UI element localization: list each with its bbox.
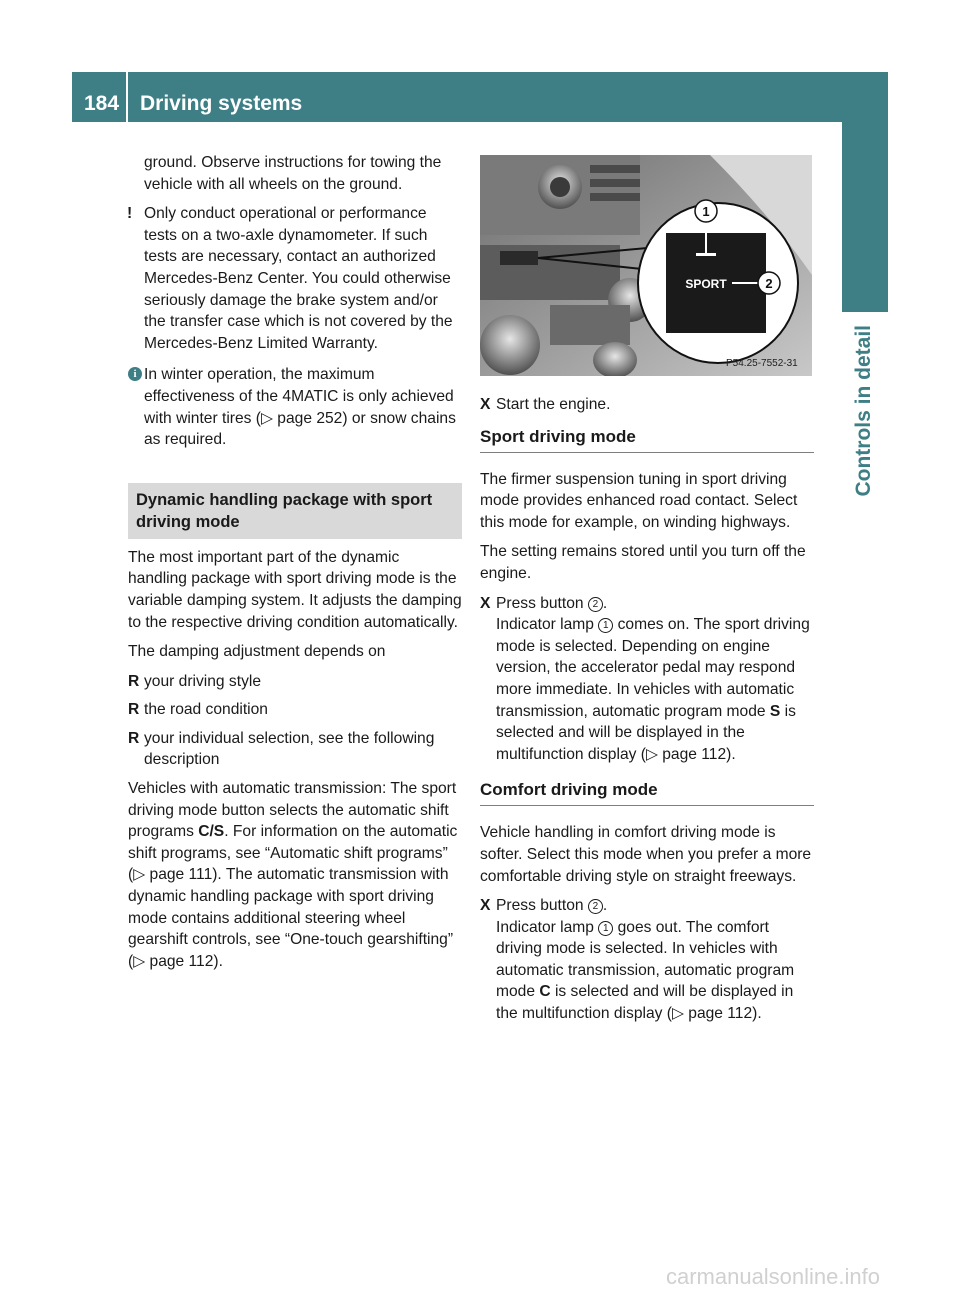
list-item-text: the road condition — [144, 701, 268, 719]
paragraph: The setting remains stored until you turn off the engine. — [480, 543, 806, 582]
program-letters: C/S — [198, 823, 225, 841]
paragraph: The most important part of the dynamic handling package with sport driving mode is the variable damping system. It adjusts the damping to the respective driving condition automatically. — [128, 548, 462, 631]
sport-button-small — [500, 251, 538, 265]
list-item — [128, 671, 462, 693]
sport-button-label: SPORT — [685, 277, 727, 291]
list-item — [128, 699, 462, 721]
callout-1-ref: 1 — [598, 618, 613, 633]
side-tab — [842, 135, 888, 497]
program-letter: C — [539, 983, 551, 1001]
side-tab-label: Controls in detail — [852, 325, 875, 497]
text: Vehicles with automatic transmission: The sport driving mode button selects the automatic shift programs — [128, 780, 457, 841]
step-text: Press button — [496, 897, 588, 915]
step-text: Start the engine. — [496, 396, 611, 413]
page-number: 184 — [84, 92, 120, 115]
step-text: goes out. The comfort driving mode is selected. In vehicles with automatic transmission, automatic program mode — [496, 918, 795, 1001]
paragraph: Vehicle handling in comfort driving mode is softer. Select this mode when you prefer a more comfortable driving style on straight freeways. — [480, 824, 812, 885]
figure-code: P54.25-7552-31 — [726, 358, 798, 369]
warning-note-text: Only conduct operational or performance tests on a two-axle dynamometer. If such tests are necessary, contact an authorized Mercedes-Benz Center. You could otherwise seriously damage the brake system and/or the transfer case which is not covered by the Mercedes-Benz Limited Warranty. — [144, 205, 453, 352]
step-arrow-icon: X — [480, 396, 491, 413]
console-photo — [480, 155, 812, 376]
page-title: Driving systems — [140, 92, 303, 115]
step — [480, 394, 814, 416]
callout-2-label: 2 — [765, 276, 773, 291]
console-illustration — [480, 155, 812, 376]
watermark: carmanualsonline.info — [665, 1264, 880, 1289]
warning-icon: ! — [127, 205, 133, 223]
right-column — [480, 394, 814, 1033]
step-text: Press button — [496, 594, 588, 612]
step-text: is selected and will be displayed in the multifunction display (▷ page 112). — [496, 983, 794, 1023]
callout-2-ref: 2 — [588, 899, 603, 914]
paragraph — [128, 778, 462, 972]
text: . For information on the automatic shift programs, see “Automatic shift programs” (▷ page 111). The automatic transmission with dynamic handling package with sport driving mode contains additional steering wheel gearshift controls, see “One-touch gearshifting” (▷ page 112). — [128, 823, 458, 970]
period: . — [602, 897, 608, 915]
info-icon: i — [128, 367, 142, 381]
info-note-text: In winter operation, the maximum effectiveness of the 4MATIC is only achieved with winter tires (▷ page 252) or snow chains as required. — [144, 366, 456, 449]
climate-knob — [480, 315, 540, 375]
paragraph: The damping adjustment depends on — [128, 643, 386, 661]
step — [480, 593, 814, 766]
step-text: is selected and will be displayed in the multifunction display (▷ page 112). — [496, 702, 796, 763]
step-text: comes on. The sport driving mode is selected. Depending on engine version, the accelerator pedal may respond more immediate. In vehicles with automatic transmission, automatic program mode — [496, 616, 810, 720]
header-divider — [126, 72, 128, 122]
program-letter: S — [769, 702, 781, 720]
warning-note — [128, 203, 462, 354]
bullet-icon: R — [128, 729, 140, 747]
paragraph: The firmer suspension tuning in sport driving mode provides enhanced road contact. Select this mode for example, on winding highways. — [480, 470, 798, 531]
step — [480, 895, 814, 1025]
list-item — [128, 728, 462, 771]
list-item-text: your driving style — [144, 672, 261, 690]
callout-2-ref: 2 — [588, 597, 603, 612]
period: . — [602, 594, 608, 612]
step-arrow-icon: X — [480, 594, 491, 612]
step-text: Indicator lamp — [496, 616, 599, 634]
left-column — [128, 152, 462, 980]
callout-1-ref: 1 — [598, 921, 613, 936]
section-heading: Sport driving mode — [480, 426, 814, 453]
step-text: Indicator lamp — [496, 918, 599, 936]
bullet-icon: R — [128, 672, 140, 690]
callout-1-label: 1 — [702, 204, 710, 219]
list-item-text: your individual selection, see the following description — [144, 729, 435, 769]
section-title: Dynamic handling package with sport driving mode — [128, 483, 462, 539]
paragraph-continued: ground. Observe instructions for towing the vehicle with all wheels on the ground. — [144, 154, 442, 193]
bullet-icon: R — [128, 701, 140, 719]
info-note — [128, 364, 462, 450]
section-heading: Comfort driving mode — [480, 779, 814, 806]
step-arrow-icon: X — [480, 897, 491, 915]
